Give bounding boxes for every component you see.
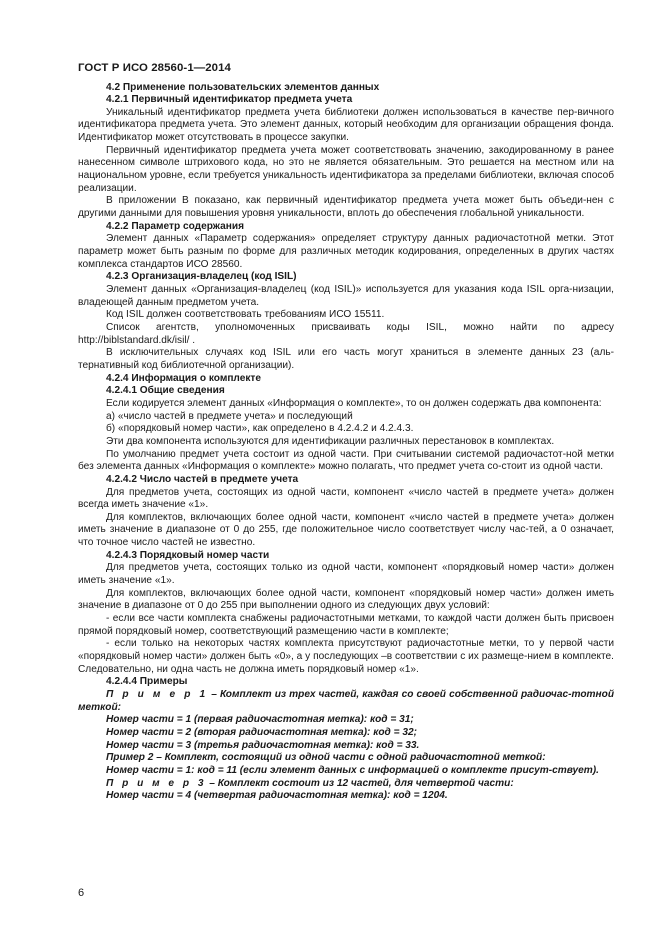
section-heading [78,385,614,398]
paragraph-text: В приложении В показано, как первичный идентификатор предмета учета может быть объеди-нен с другими данными для повышения уровня уникальности, вплоть до обеспечения глобальной уникальности. [78,195,614,220]
paragraph [78,284,614,309]
paragraph [78,195,614,220]
paragraph-text: - если только на некоторых частях комплекта присутствуют радиочастотные метки, то у первой части «порядковый номер части» должен быть «0», а у последующих –в соответствии с их размеще-нием в комплекте. Следовательно, ни одна часть не должна иметь порядковый номер «1». [78,638,614,675]
paragraph-text: Элемент данных «Параметр содержания» определяет структуру данных радиочастотной метки. Этот параметр может быть разным по форме для различных методик кодирования, определенных в других частях комплекса стандартов ИСО 28560. [78,233,614,270]
paragraph-text: 4.2.2 Параметр содержания [106,220,244,232]
paragraph [78,411,614,424]
paragraph [78,322,614,335]
section-heading [78,94,614,107]
paragraph-text: Номер части = 2 (вторая радиочастотная метка): код = 32; [106,726,417,738]
paragraph-text: Для комплектов, включающих более одной части, компонент «порядковый номер части» должен иметь значение в диапазоне от 0 до 255 при выполнении одного из следующих двух условий: [78,587,614,612]
paragraph-text: http://biblstandard.dk/isil/ . [78,334,196,346]
paragraph-text: Для предметов учета, состоящих только из одной части, компонент «порядковый номер части» должен иметь значение «1». [78,562,614,587]
paragraph-text: б) «порядковый номер части», как определено в 4.2.4.2 и 4.2.4.3. [106,423,414,435]
paragraph [78,233,614,271]
paragraph-text: Номер части = 1: код = 11 (если элемент данных с информацией о комплекте присут-ствует). [106,764,599,776]
paragraph-text: 4.2.1 Первичный идентификатор предмета учета [106,94,353,106]
section-heading [78,676,614,689]
example-label: П р и м е р 1 [106,689,209,700]
paragraph-text: 4.2 Применение пользовательских элементов данных [106,81,380,93]
paragraph [78,512,614,550]
paragraph-text: Код ISIL должен соответствовать требованиям ИСО 15511. [106,309,385,321]
paragraph-text: 4.2.4.1 Общие сведения [106,385,225,397]
section-heading [78,271,614,284]
section-heading [78,373,614,386]
document-body [78,82,614,803]
paragraph [78,562,614,587]
paragraph-text: 4.2.4 Информация о комплекте [106,372,262,384]
paragraph [78,613,614,638]
example-line [78,740,614,753]
paragraph [78,309,614,322]
paragraph [78,449,614,474]
example-line [78,727,614,740]
paragraph-text: 4.2.4.4 Примеры [106,676,188,688]
example-line [78,714,614,727]
page-number: 6 [78,887,85,899]
paragraph [78,107,614,145]
paragraph-text: Если кодируется элемент данных «Информация о комплекте», то он должен содержать два компонента: [106,397,602,409]
paragraph-text: Номер части = 3 (третья радиочастотная метка): код = 33. [106,739,420,751]
paragraph-text: 4.2.3 Организация-владелец (код ISIL) [106,271,297,283]
paragraph [78,335,614,348]
example-line [78,778,614,791]
paragraph-text: а) «число частей в предмете учета» и последующий [106,410,353,422]
paragraph-text: Для комплектов, включающих более одной части, компонент «число частей в предмете учета» должен иметь значение в диапазоне от 0 до 255, где положительное число соответствует числу час-тей, а 0 означает, что точное число частей не известно. [78,511,614,549]
paragraph-text: 4.2.4.3 Порядковый номер части [106,549,270,561]
section-heading [78,221,614,234]
paragraph [78,436,614,449]
document-header: ГОСТ Р ИСО 28560-1—2014 [78,62,231,74]
paragraph [78,145,614,196]
example-line [78,765,614,778]
example-line [78,689,614,714]
paragraph-text: Пример 2 – Комплект, состоящий из одной части с одной радиочастотной меткой: [106,752,546,764]
paragraph-text: В исключительных случаях код ISIL или его часть могут храниться в элементе данных 23 (аль-тернативный код библиотечной организации). [78,347,614,371]
paragraph-text: - если все части комплекта снабжены радиочастотными метками, то каждой части должен быть присвоен прямой порядковый номер, соответствующий размещению части в комплекте; [78,613,614,637]
paragraph-text: По умолчанию предмет учета состоит из одной части. При считывании системой радиочастот-ной метки без элемента данных «Информация о комплекте» можно полагать, что предмет учета со-стоит из одной части. [78,448,614,473]
paragraph [78,347,614,372]
paragraph-text: Номер части = 4 (четвертая радиочастотная метка): код = 1204. [106,790,448,802]
paragraph-text: Элемент данных «Организация-владелец (код ISIL)» используется для указания кода ISIL орга-низации, владеющей данным предметом учета. [78,284,614,308]
example-line [78,790,614,803]
paragraph-text: Список агентств, уполномоченных присваивать коды ISIL, можно найти по адресу [106,321,614,333]
paragraph-text: Номер части = 1 (первая радиочастотная метка): код = 31; [106,714,414,726]
paragraph [78,398,614,411]
paragraph-text: Уникальный идентификатор предмета учета библиотеки должен использоваться в качестве пер-вичного идентификатора предмета учета. Это элемент данных, который необходим для организации обращения фонда. Идентификатор может отсутствовать в процессе закупки. [78,106,614,144]
paragraph-text: Первичный идентификатор предмета учета может соответствовать значению, закодированному в ранее нанесенном символе штрихового кода, но это не является обязательным. Это решается на местном или на национальном уровне, если требуется уникальность идентификатора за пределами библиотеки, включая способ реализации. [78,144,614,194]
example-line [78,752,614,765]
paragraph-text: – Комплект состоит из 12 частей, для четвертой части: [206,777,514,789]
paragraph-text: – Комплект из трех частей, каждая со своей собственной радиочас-тотной меткой: [78,689,615,713]
section-heading [78,82,614,95]
paragraph-text: Эти два компонента используются для идентификации различных перестановок в комплектах. [106,435,555,447]
section-heading [78,550,614,563]
example-label: П р и м е р 3 [106,777,207,789]
paragraph-text: Для предметов учета, состоящих из одной части, компонент «число частей в предмете учета» должен всегда иметь значение «1». [78,486,614,511]
paragraph-text: 4.2.4.2 Число частей в предмете учета [106,473,299,485]
paragraph [78,638,614,676]
paragraph [78,487,614,512]
section-heading [78,474,614,487]
paragraph [78,588,614,613]
paragraph [78,423,614,436]
